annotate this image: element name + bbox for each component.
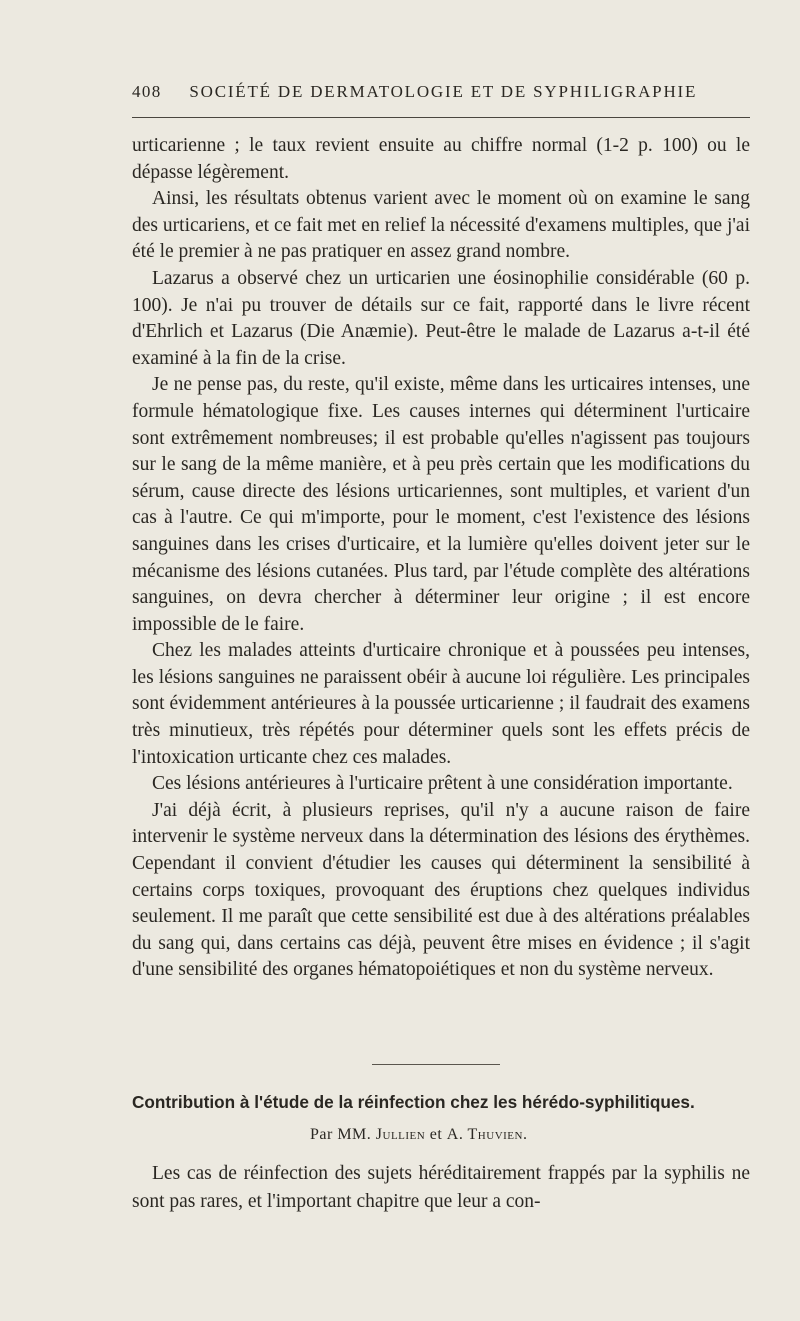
page-number: 408 (132, 82, 162, 101)
paragraph: Ces lésions antérieures à l'urticaire prêtent à une considération importante. (152, 773, 733, 795)
article-title: Contribution à l'étude de la réinfection chez les hérédo-syphilitiques. (132, 1092, 695, 1112)
running-title: SOCIÉTÉ DE DERMATOLOGIE ET DE SYPHILIGRAPHIE (189, 82, 698, 101)
main-text (132, 133, 750, 984)
byline-prefix: Par MM. (310, 1126, 372, 1143)
paragraph: Chez les malades atteints d'urticaire chronique et à poussées peu intenses, les lésions sanguines ne paraissent obéir à aucune loi régulière. Les principales sont évidemment antérieures à la poussée urticarienne ; il faudrait des examens très minutieux, très répétés pour déterminer quels sont les effets précis de l'intoxication urticante chez ces malades. (132, 640, 750, 768)
author-name: Jullien (375, 1126, 426, 1143)
paragraph: Ainsi, les résultats obtenus varient avec le moment où on examine le sang des urticariens, et ce fait met en relief la nécessité d'examens multiples, que j'ai été le premier à ne pas pratiquer en assez grand nombre. (132, 188, 750, 263)
paragraph: Les cas de réinfection des sujets héréditairement frappés par la syphilis ne sont pas rares, et l'important chapitre que leur a con- (132, 1163, 750, 1212)
section-separator (372, 1064, 500, 1065)
paragraph: Je ne pense pas, du reste, qu'il existe, même dans les urticaires intenses, une formule hématologique fixe. Les causes internes qui déterminent l'urticaire sont extrêmement nombreuses; il est probable qu'elles n'agissent pas toujours sur le sang de la même manière, et à peu près certain que les modifications du sérum, cause directe des lésions urticariennes, sont multiples, et varient d'un cas à l'autre. Ce qui m'importe, pour le moment, c'est l'existence des lésions sanguines dans les crises d'urticaire, et la lumière qu'elles doivent jeter sur le mécanisme des lésions cutanées. Plus tard, par l'étude complète des altérations sanguines, on devra chercher à déterminer leur origine ; il est encore impossible de le faire. (132, 374, 750, 635)
running-header (132, 82, 752, 102)
byline (310, 1126, 610, 1144)
paragraph: J'ai déjà écrit, à plusieurs reprises, qu'il n'y a aucune raison de faire intervenir le système nerveux dans la détermination des lésions des érythèmes. Cependant il convient d'étudier les causes qui déterminent la sensibilité à certains corps toxiques, provoquant des éruptions chez quelques individus seulement. Il me paraît que cette sensibilité est due à des altérations préalables du sang qui, dans certains cas déjà, peuvent être mises en évidence ; il s'agit d'une sensibilité des organes hématopoiétiques et non du système nerveux. (132, 799, 750, 981)
header-rule (132, 117, 750, 118)
paragraph: Lazarus a observé chez un urticarien une éosinophilie considérable (60 p. 100). Je n'ai pu trouver de détails sur ce fait, rapporté dans le livre récent d'Ehrlich et Lazarus (Die Anæmie). Peut-être le malade de Lazarus a-t-il été examiné à la fin de la crise. (132, 267, 750, 369)
article-text (132, 1160, 750, 1216)
author-name: A. Thuvien. (446, 1126, 528, 1143)
byline-conjunction: et (429, 1126, 443, 1143)
paragraph: urticarienne ; le taux revient ensuite au chiffre normal (1-2 p. 100) ou le dépasse légèrement. (132, 135, 750, 183)
